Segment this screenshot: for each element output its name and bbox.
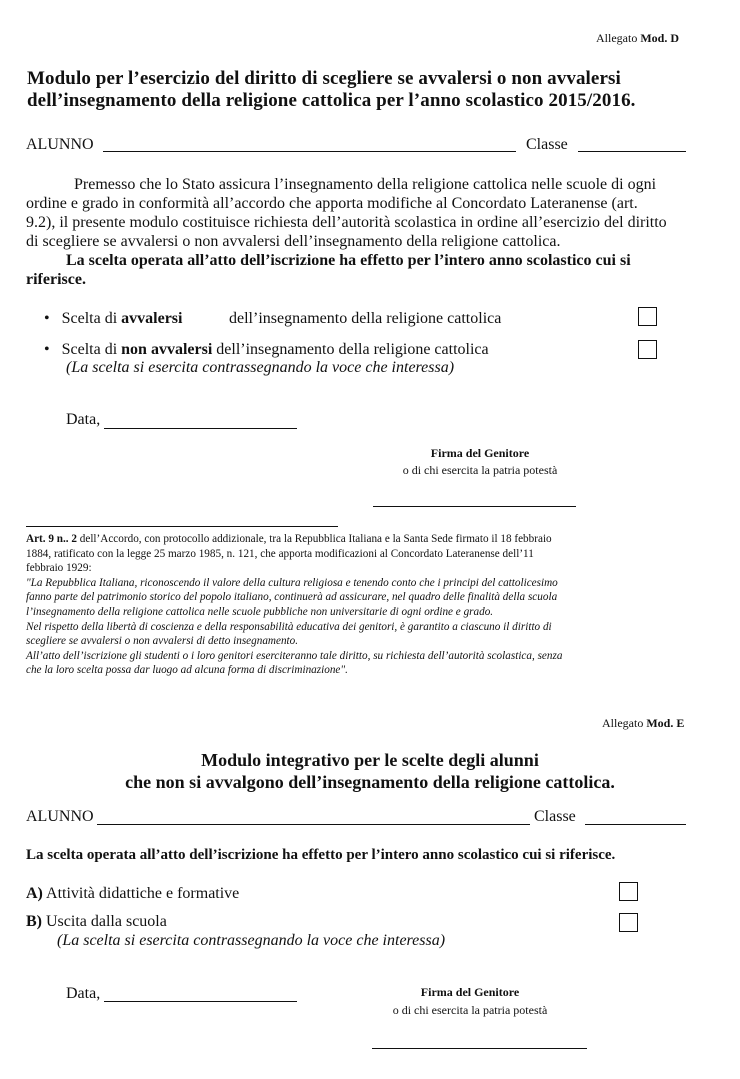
mod-e-title-line2: che non si avvalgono dell’insegnamento della religione cattolica.	[125, 772, 615, 792]
option-a-letter: A)	[26, 885, 43, 902]
firma-field-e[interactable]	[372, 1048, 587, 1049]
checkbox-non-avvalersi[interactable]	[638, 340, 657, 359]
allegato-mod-d-header	[596, 31, 679, 46]
firma-genitore-label: Firma del Genitore	[430, 446, 530, 460]
checkbox-avvalersi[interactable]	[638, 307, 657, 326]
classe-label: Classe	[526, 136, 568, 153]
scelta-effetto-e: La scelta operata all’atto dell’iscrizione ha effetto per l’intero anno scolastico cui si riferisce.	[26, 847, 616, 863]
footnote-ref: Art. 9 n.. 2	[26, 533, 77, 545]
option-avvalersi-pre: Scelta di	[61, 310, 118, 327]
classe-field-e[interactable]	[585, 824, 686, 825]
alunno-row	[26, 136, 94, 154]
footnote-line2: 1884, ratificato con la legge 25 marzo 1985, n. 121, che apporta modificazioni al Concordato Lateranense dell’11	[26, 547, 534, 560]
firma-genitore-label-e: Firma del Genitore	[420, 985, 520, 999]
allegato-label: Allegato	[596, 31, 638, 45]
option-b-text: Uscita dalla scuola	[46, 913, 167, 930]
footnote-line3: febbraio 1929:	[26, 562, 92, 575]
quote-line: "La Repubblica Italiana, riconoscendo il valore della cultura religiosa e tenendo conto che i principi del cattolicesimo	[26, 576, 558, 589]
classe-label-e: Classe	[534, 808, 576, 825]
premessa-line: Premesso che lo Stato assicura l’insegnamento della religione cattolica nelle scuole di ogni	[74, 176, 657, 193]
firma-genitore-sub: o di chi esercita la patria potestà	[402, 463, 558, 477]
option-avvalersi[interactable]	[44, 310, 182, 328]
premessa-line: 9.2), il presente modulo costituisce richiesta dell’autorità scolastica in ordine all’esercizio del diritto	[26, 214, 667, 231]
quote-line: scegliere se avvalersi o non avvalersi di detto insegnamento.	[26, 635, 299, 648]
option-a[interactable]	[26, 885, 239, 903]
option-non-avvalersi[interactable]	[44, 341, 489, 359]
firma-genitore-sub-e: o di chi esercita la patria potestà	[392, 1003, 548, 1017]
alunno-field-e[interactable]	[97, 824, 530, 825]
premessa-paragraph	[26, 175, 698, 251]
mod-label: Mod. E	[646, 716, 685, 730]
alunno-label: ALUNNO	[26, 136, 94, 153]
data-label: Data,	[66, 411, 101, 428]
mod-d-title-line1: Modulo per l’esercizio del diritto di scegliere se avvalersi o non avvalersi	[27, 68, 621, 89]
option-a-text: Attività didattiche e formative	[46, 885, 240, 902]
scelta-note-e: (La scelta si esercita contrassegnando la voce che interessa)	[57, 932, 446, 949]
data-label-e: Data,	[66, 985, 101, 1002]
mod-label: Mod. D	[640, 31, 679, 45]
option-b-letter: B)	[26, 913, 42, 930]
mod-e-title	[70, 749, 670, 793]
quote-line: fanno parte del patrimonio storico del popolo italiano, continuerà ad assicurare, nel quadro delle finalità della scuola	[26, 591, 558, 604]
footnote	[26, 532, 698, 678]
option-non-avvalersi-post: dell’insegnamento della religione cattolica	[216, 341, 489, 358]
checkbox-option-a[interactable]	[619, 882, 638, 901]
option-non-avvalersi-bold: non avvalersi	[121, 341, 213, 358]
scelta-effetto-line1: La scelta operata all’atto dell’iscrizione ha effetto per l’intero anno scolastico cui si	[66, 252, 631, 269]
option-avvalersi-bold: avvalersi	[121, 310, 183, 327]
quote-line: All’atto dell’iscrizione gli studenti o i loro genitori eserciteranno tale diritto, su richiesta dell’autorità scolastica, senza	[26, 649, 563, 662]
premessa-line: ordine e grado in conformità all’accordo che apporta modifiche al Concordato Lateranense (art.	[26, 195, 638, 212]
footnote-line1	[26, 532, 698, 547]
footnote-line1-text: dell’Accordo, con protocollo addizionale, tra la Repubblica Italiana e la Santa Sede firmato il 18 febbraio	[76, 533, 552, 545]
classe-field[interactable]	[578, 151, 686, 152]
footnote-quote	[26, 576, 698, 678]
scelta-effetto-line2: riferisce.	[26, 271, 86, 288]
scelta-effetto	[26, 251, 698, 289]
mod-d-title	[27, 68, 717, 112]
firma-field[interactable]	[373, 506, 576, 507]
mod-d-title-line2: dell’insegnamento della religione cattolica per l’anno scolastico 2015/2016.	[27, 90, 636, 111]
mod-e-title-line1: Modulo integrativo per le scelte degli alunni	[201, 750, 539, 770]
allegato-label: Allegato	[602, 716, 644, 730]
option-non-avvalersi-pre: Scelta di	[61, 341, 118, 358]
alunno-label-e: ALUNNO	[26, 808, 94, 825]
quote-line: che la loro scelta possa dar luogo ad alcuna forma di discriminazione".	[26, 664, 348, 677]
premessa-line: di scegliere se avvalersi o non avvalersi dell’insegnamento della religione cattolica.	[26, 233, 561, 250]
option-avvalersi-post: dell’insegnamento della religione cattolica	[229, 310, 502, 327]
data-field[interactable]	[104, 428, 297, 429]
data-field-e[interactable]	[104, 1001, 297, 1002]
allegato-mod-e-header	[602, 716, 684, 731]
bullet-icon: •	[44, 310, 58, 327]
scelta-note: (La scelta si esercita contrassegnando la voce che interessa)	[66, 359, 455, 376]
footnote-rule	[26, 526, 338, 527]
option-b[interactable]	[26, 913, 167, 931]
quote-line: l’insegnamento della religione cattolica nelle scuole pubbliche non universitarie di ogni ordine e grado.	[26, 605, 494, 618]
quote-line: Nel rispetto della libertà di coscienza e della responsabilità educativa dei genitori, è garantito a ciascuno il diritto di	[26, 620, 552, 633]
alunno-field[interactable]	[103, 151, 516, 152]
bullet-icon: •	[44, 341, 58, 358]
checkbox-option-b[interactable]	[619, 913, 638, 932]
